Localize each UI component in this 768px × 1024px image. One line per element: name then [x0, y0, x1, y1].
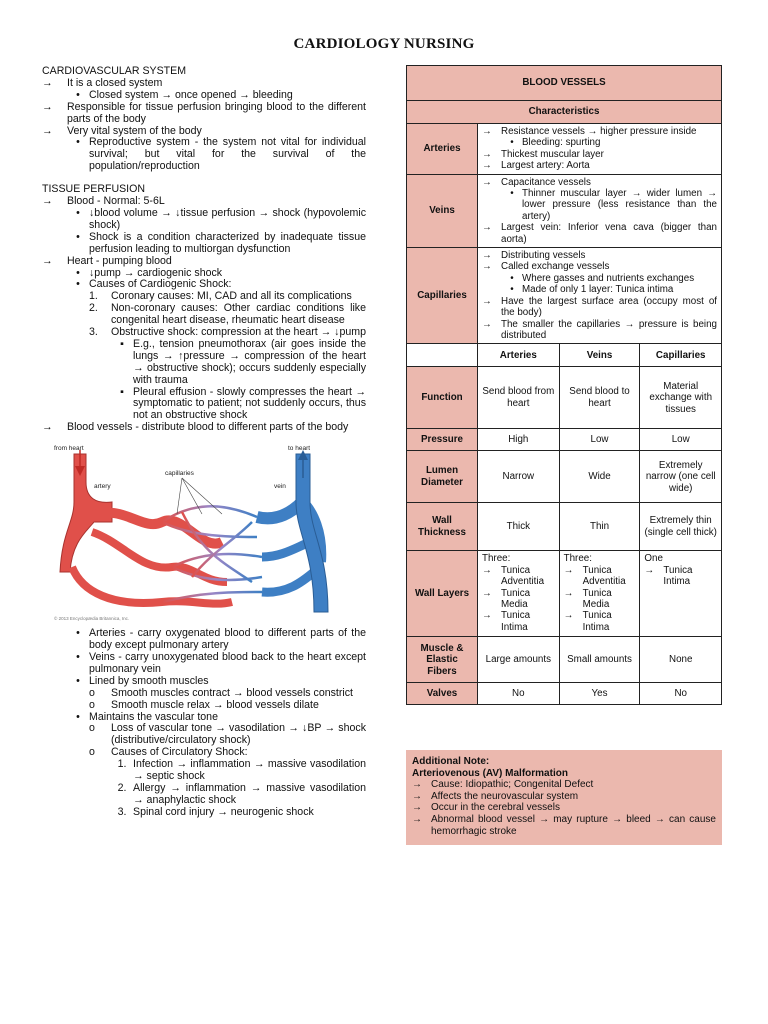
list-item: 1. Infection → inflammation → massive vasodilation → septic shock [117, 758, 366, 783]
table-column-header-row [407, 344, 722, 367]
arrow-icon: → [42, 100, 53, 113]
list-item: → Responsible for tissue perfusion bringing blood to the different parts of the body [42, 100, 366, 125]
page-title: CARDIOLOGY NURSING [293, 36, 475, 52]
list-item: 1. Coronary causes: MI, CAD and all its complications [89, 290, 352, 303]
list-item: • Maintains the vascular tone [42, 712, 366, 724]
section-heading-tissue-perfusion: TISSUE PERFUSION [42, 183, 146, 196]
list-item: 3. Obstructive shock: compression at the heart → ↓pump [89, 326, 366, 339]
bullet-icon: • [76, 674, 80, 687]
list-item: o Smooth muscles contract → blood vessels constrict [89, 686, 353, 699]
list-item: • Lined by smooth muscles [42, 676, 366, 688]
arrow-icon: → [412, 790, 422, 802]
square-bullet-icon: ▪ [120, 385, 124, 398]
arrow-icon: → [563, 587, 574, 599]
note-title: Additional Note: [412, 756, 490, 767]
list-item: o Smooth muscle relax → blood vessels dilate [89, 698, 319, 711]
additional-note-box [406, 750, 722, 845]
arrow-icon: → [482, 160, 492, 172]
column-header: Capillaries [640, 344, 722, 367]
arrow-icon: → [482, 126, 492, 137]
arrow-icon: → [482, 148, 492, 160]
list-item: • Closed system → once opened → bleeding [42, 90, 366, 102]
list-item: → Blood - Normal: 5-6L [42, 195, 165, 208]
list-item: • Causes of Cardiogenic Shock: [42, 279, 366, 291]
arrow-icon: → [482, 587, 492, 599]
table-row: Pressure High Low Low [407, 429, 722, 451]
arrow-icon: → [42, 195, 53, 208]
note-subtitle: Arteriovenous (AV) Malformation [412, 767, 568, 779]
arrow-icon: → [42, 76, 53, 89]
bullet-icon: • [510, 188, 514, 200]
list-item: • Arteries - carry oxygenated blood to different parts of the body except pulmonary artery [42, 628, 366, 652]
table-subheader: Characteristics [407, 101, 722, 124]
figure-credit: © 2013 Encyclopædia Britannica, Inc. [54, 616, 130, 622]
table-row: Lumen Diameter Narrow Wide Extremely narrow (one cell wide) [407, 451, 722, 503]
list-item: → Heart - pumping blood [42, 254, 172, 267]
arrow-icon: → [412, 779, 422, 791]
list-item: • ↓blood volume → ↓tissue perfusion → shock (hypovolemic shock) [42, 208, 366, 232]
list-item: • Veins - carry unoxygenated blood back to the heart except pulmonary vein [42, 652, 366, 676]
to-heart-label: to heart [288, 445, 311, 453]
arrow-icon: → [42, 124, 53, 137]
arrow-icon: → [42, 421, 53, 434]
bullet-icon: • [76, 651, 80, 663]
table-row: Wall Layers Three: → Tunica Adventitia → Tunica Media → Tunica Intima Three: → Tunica Adventitia → Tunica Media → Tunica Intima One → Tunica Intima [407, 551, 722, 637]
arrow-icon: → [644, 564, 655, 576]
bullet-icon: • [510, 272, 514, 284]
circle-bullet-icon: o [89, 686, 95, 699]
column-header: Veins [559, 344, 640, 367]
blood-vessels-table [406, 65, 722, 705]
capillaries-label: capillaries [165, 470, 194, 478]
bullet-icon: • [76, 88, 80, 101]
list-item: ▪ Pleural effusion - slowly compresses the heart → symptomatic to patient; not suddenly occurs, thus not an obstructive shock [42, 387, 366, 423]
square-bullet-icon: ▪ [120, 337, 124, 350]
bullet-icon: • [76, 230, 80, 243]
vein-label: vein [274, 483, 286, 491]
arrow-icon: → [482, 295, 492, 307]
table-row: Veins → Capacitance vessels • Thinner muscular layer → wider lumen → lower pressure (less resistance than the artery) → Largest vein: Inferior vena cava (bigger than aorta) [407, 174, 722, 247]
list-item: → Affects the neurovascular system [412, 790, 579, 802]
list-item: → Blood vessels - distribute blood to different parts of the body [42, 421, 349, 434]
artery-label: artery [94, 483, 111, 491]
list-item: → Abnormal blood vessel → may rupture → bleed → can cause hemorrhagic stroke [412, 813, 716, 837]
bullet-icon: • [76, 206, 80, 219]
bullet-icon: • [76, 710, 80, 723]
arrow-icon: → [482, 250, 492, 262]
table-header: BLOOD VESSELS [407, 66, 722, 101]
bullet-icon: • [510, 137, 514, 149]
list-item: o Loss of vascular tone → vasodilation → ↓BP → shock (distributive/circulatory shock) [89, 722, 366, 747]
list-item: 2. Allergy → inflammation → massive vasodilation → anaphylactic shock [117, 781, 366, 806]
left-column [42, 66, 366, 819]
list-item: → Very vital system of the body [42, 124, 202, 137]
list-item: • ↓pump → cardiogenic shock [42, 268, 366, 280]
table-row: Capillaries → Distributing vessels → Called exchange vessels • Where gasses and nutrients exchanges • Made of only 1 layer: Tunica intima → Have the largest surface area (occupy most of the body) → The smaller the capillaries → pressure is being distributed [407, 248, 722, 344]
list-item: → It is a closed system [42, 76, 163, 89]
list-item: → Occur in the cerebral vessels [412, 802, 560, 814]
arrow-icon: → [563, 564, 574, 576]
blood-vessel-diagram [52, 442, 352, 622]
list-item: o Causes of Circulatory Shock: [89, 746, 248, 759]
bullet-icon: • [76, 278, 80, 291]
list-item: • Reproductive system - the system not vital for individual survival; but vital for the survival of the population/reproduction [42, 137, 366, 173]
table-row: Wall Thickness Thick Thin Extremely thin (single cell thick) [407, 503, 722, 551]
circle-bullet-icon: o [89, 698, 95, 711]
bullet-icon: • [76, 627, 80, 640]
column-header: Arteries [478, 344, 560, 367]
arrow-icon: → [412, 813, 422, 825]
arrow-icon: → [482, 564, 492, 576]
bullet-icon: • [76, 136, 80, 149]
bullet-icon: • [510, 284, 514, 296]
list-item: ▪ E.g., tension pneumothorax (air goes inside the lungs → ↑pressure → compression of the heart → obstructive shock); occurs suddenly especially with trauma [42, 339, 366, 387]
list-item: → Cause: Idiopathic; Congenital Defect [412, 779, 594, 791]
arrow-icon: → [482, 176, 492, 188]
list-item: 3. Spinal cord injury → neurogenic shock [117, 805, 314, 818]
from-heart-label: from heart [54, 445, 84, 453]
list-item: 2. Non-coronary causes: Other cardiac conditions like congenital heart disease, rheumatic heart disease [89, 302, 366, 327]
arrow-icon: → [482, 318, 492, 330]
arrow-icon: → [42, 254, 53, 267]
section-heading-cardiovascular: CARDIOVASCULAR SYSTEM [42, 65, 187, 77]
bullet-icon: • [76, 266, 80, 279]
circle-bullet-icon: o [89, 746, 95, 759]
table-row: Arteries → Resistance vessels → higher pressure inside • Bleeding: spurting → Thickest muscular layer → Largest artery: Aorta [407, 124, 722, 175]
list-item: • Shock is a condition characterized by inadequate tissue perfusion leading to multiorgan dysfunction [42, 232, 366, 256]
arrow-icon: → [482, 261, 492, 273]
arrow-icon: → [412, 802, 422, 814]
table-row: Muscle & Elastic Fibers Large amounts Small amounts None [407, 637, 722, 683]
arrow-icon: → [482, 222, 492, 234]
arrow-icon: → [482, 610, 492, 622]
table-row: Valves No Yes No [407, 683, 722, 705]
arrow-icon: → [563, 610, 574, 622]
blood-vessels-table-wrapper [406, 65, 722, 705]
table-row: Function Send blood from heart Send blood to heart Material exchange with tissues [407, 367, 722, 429]
circle-bullet-icon: o [89, 722, 95, 735]
